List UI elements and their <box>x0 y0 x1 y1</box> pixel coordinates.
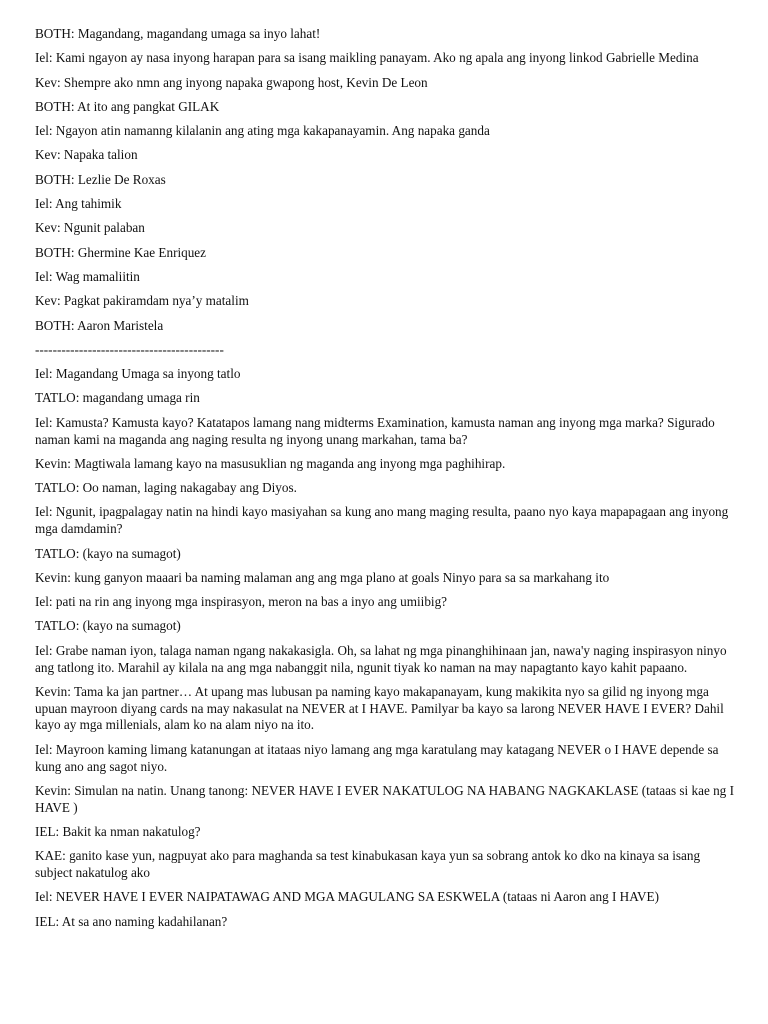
dialogue-line: Iel: Ang tahimik <box>35 196 122 212</box>
dialogue-line: Iel: Kami ngayon ay nasa inyong harapan para sa isang maikling panayam. Ako ng apala ang inyong linkod Gabrielle Medina <box>35 50 699 66</box>
dialogue-line: BOTH: Lezlie De Roxas <box>35 171 166 187</box>
dialogue-line: Kevin: Simulan na natin. Unang tanong: NEVER HAVE I EVER NAKATULOG NA HABANG NAGKAKLASE (tataas si kae ng I HAVE ) <box>35 782 734 815</box>
document-page <box>35 26 740 938</box>
dialogue-line: Iel: Mayroon kaming limang katanungan at itataas niyo lamang ang mga karatulang may katagang NEVER o I HAVE depende sa kung ano ang sagot niyo. <box>35 741 719 774</box>
dialogue-line: Iel: Grabe naman iyon, talaga naman ngang nakakasigla. Oh, sa lahat ng mga pinanghihinaan jan, nawa'y naging inspirasyon ninyo ang tatlong ito. Marahil ay kilala na ang mga nabanggit nila, ngunit tiyak ko naman na may napagtanto kayo kahit papaano. <box>35 642 727 675</box>
dialogue-line: IEL: At sa ano naming kadahilanan? <box>35 913 228 929</box>
dialogue-line: Iel: Ngunit, ipagpalagay natin na hindi kayo masiyahan sa kung ano mang maging resulta, paano nyo kaya mapapagaan ang inyong mga damdamin? <box>35 504 729 537</box>
dialogue-line: TATLO: (kayo na sumagot) <box>35 618 181 634</box>
dialogue-line: BOTH: Ghermine Kae Enriquez <box>35 244 207 260</box>
dialogue-line: TATLO: (kayo na sumagot) <box>35 545 181 561</box>
dialogue-line: Kevin: kung ganyon maaari ba naming malaman ang ang mga plano at goals Ninyo para sa sa markahang ito <box>35 569 610 585</box>
dialogue-line: Kev: Shempre ako nmn ang inyong napaka gwapong host, Kevin De Leon <box>35 74 428 90</box>
dialogue-line: Kev: Napaka talion <box>35 147 138 163</box>
dialogue-line: TATLO: Oo naman, laging nakagabay ang Diyos. <box>35 480 297 496</box>
dialogue-line: Kev: Ngunit palaban <box>35 220 145 236</box>
dialogue-line: Kevin: Tama ka jan partner… At upang mas lubusan pa naming kayo makapanayam, kung makikita nyo sa gilid ng inyong mga upuan mayroon diyang cards na may nakasulat na NEVER at I HAVE. Pamilyar ba kayo sa larong NEVER HAVE I EVER? Dahil kayo ay mga millenials, alam ko na alam niyo na ito. <box>35 683 724 733</box>
dialogue-line: TATLO: magandang umaga rin <box>35 390 200 406</box>
dialogue-line: Iel: NEVER HAVE I EVER NAIPATAWAG AND MGA MAGULANG SA ESKWELA (tataas ni Aaron ang I HAVE) <box>35 889 659 905</box>
dialogue-line: IEL: Bakit ka nman nakatulog? <box>35 823 201 839</box>
dialogue-line: Iel: Ngayon atin namanng kilalanin ang ating mga kakapanayamin. Ang napaka ganda <box>35 123 490 139</box>
dialogue-line: BOTH: Aaron Maristela <box>35 317 164 333</box>
dialogue-line: Kevin: Magtiwala lamang kayo na masusuklian ng maganda ang inyong mga paghihirap. <box>35 455 506 471</box>
dialogue-line: BOTH: At ito ang pangkat GILAK <box>35 98 220 114</box>
dialogue-line: Iel: Kamusta? Kamusta kayo? Katatapos lamang nang midterms Examination, kamusta naman ang inyong mga marka? Sigurado naman kami na maganda ang naging resulta ng inyong unang markahan, tama ba? <box>35 414 715 447</box>
section-divider: ------------------------------------------- <box>35 341 224 357</box>
dialogue-line: KAE: ganito kase yun, nagpuyat ako para maghanda sa test kinabukasan kaya yun sa sobrang antok ko dko na kinaya sa isang subject nakatulog ako <box>35 848 701 880</box>
dialogue-line: Iel: pati na rin ang inyong mga inspirasyon, meron na bas a inyo ang umiibig? <box>35 594 448 610</box>
dialogue-line: Iel: Wag mamaliitin <box>35 268 140 284</box>
dialogue-line: BOTH: Magandang, magandang umaga sa inyo lahat! <box>35 26 321 41</box>
dialogue-line: Kev: Pagkat pakiramdam nya’y matalim <box>35 293 249 309</box>
dialogue-line: Iel: Magandang Umaga sa inyong tatlo <box>35 366 241 382</box>
